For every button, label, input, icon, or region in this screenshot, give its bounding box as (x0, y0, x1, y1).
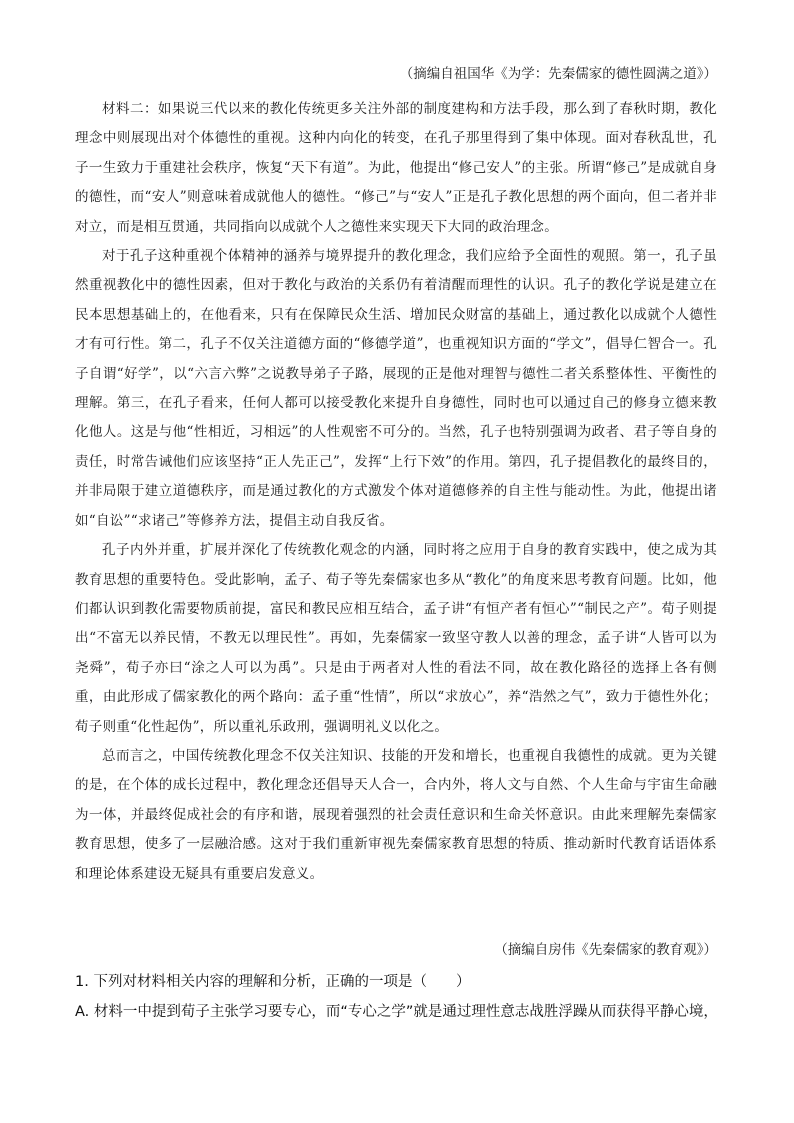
paragraph-1: 材料二：如果说三代以来的教化传统更多关注外部的制度建构和方法手段，那么到了春秋时期，教化理念中则展现出对个体德性的重视。这种内向化的转变，在孔子那里得到了集中体现。面对春秋乱世，孔子一生致力于重建社会秩序，恢复“天下有道”。为此，他提出“修己安人”的主张。所谓“修己”是成就自身的德性，而“安人”则意味着成就他人的德性。“修己”与“安人”正是孔子教化思想的两个面向，但二者并非对立，而是相互贯通，共同指向以成就个人之德性来实现天下大同的政治理念。 (75, 101, 717, 235)
paragraph-2: 对于孔子这种重视个体精神的涵养与境界提升的教化理念，我们应给予全面性的观照。第一，孔子虽然重视教化中的德性因素，但对于教化与政治的关系仍有着清醒而理性的认识。孔子的教化学说是建立在民本思想基础上的，在他看来，只有在保障民众生活、增加民众财富的基础上，通过教化以成就个人德性才有可行性。第二，孔子不仅关注道德方面的“修德学道”，也重视知识方面的“学文”，倡导仁智合一。孔子自谓“好学”，以“六言六弊”之说教导弟子子路，展现的正是他对理智与德性二者关系整体性、平衡性的理解。第三，在孔子看来，任何人都可以接受教化来提升自身德性，同时也可以通过自己的修身立德来教化他人。这是与他“性相近，习相远”的人性观密不可分的。当然，孔子也特别强调为政者、君子等自身的责任，时常告诫他们应该坚持“正人先正己”，发挥“上行下效”的作用。第四，孔子提倡教化的最终目的，并非局限于建立道德秩序，而是通过教化的方式激发个体对道德修养的自主性与能动性。为此，他提出诸如“自讼”“求诸己”等修养方法，提倡主动自我反省。 (75, 248, 717, 529)
paragraph-3: 孔子内外并重，扩展并深化了传统教化观念的内涵，同时将之应用于自身的教育实践中，使之成为其教育思想的重要特色。受此影响，孟子、荀子等先秦儒家也多从“教化”的角度来思考教育问题。比如，他们都认识到教化需要物质前提，富民和教民应相互结合，孟子讲“有恒产者有恒心”“制民之产”。荀子则提出“不富无以养民情，不教无以理民性”。再如，先秦儒家一致坚守教人以善的理念，孟子讲“人皆可以为尧舜”，荀子亦曰“涂之人可以为禹”。只是由于两者对人性的看法不同，故在教化路径的选择上各有侧重，由此形成了儒家教化的两个路向：孟子重“性情”，所以“求放心”，养“浩然之气”，致力于德性外化；荀子则重“化性起伪”，所以重礼乐政刑，强调明礼义以化之。 (75, 542, 717, 735)
paragraph-4: 总而言之，中国传统教化理念不仅关注知识、技能的开发和增长，也重视自我德性的成就。更为关键的是，在个体的成长过程中，教化理念还倡导天人合一，合内外，将人文与自然、个人生命与宇宙生命融为一体，并最终促成社会的有序和谐，展现着强烈的社会责任意识和生命关怀意识。由此来理解先秦儒家教育思想，使多了一层融洽感。这对于我们重新审视先秦儒家教育思想的特质、推动新时代教育话语体系和理论体系建设无疑具有重要启发意义。 (75, 747, 717, 882)
question-stem: 1. 下列对材料相关内容的理解和分析，正确的一项是（ ） (75, 974, 471, 990)
source-citation-bottom: （摘编自房伟《先秦儒家的教育观》） (494, 942, 717, 958)
source-citation-top: （摘编自祖国华《为学：先秦儒家的德性圆满之道》） (399, 66, 717, 82)
option-a: A. 材料一中提到荀子主张学习要专心，而“专心之学”就是通过理性意志战胜浮躁从而获得平静心境， (75, 1004, 718, 1020)
article-body (75, 95, 717, 889)
